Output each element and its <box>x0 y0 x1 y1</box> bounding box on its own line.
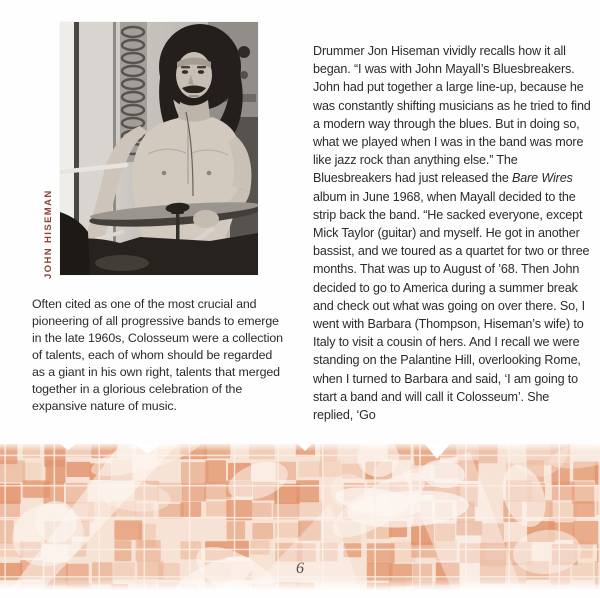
main-paragraph <box>313 42 591 424</box>
photo-jon-hiseman <box>60 22 258 275</box>
album-title: Bare Wires <box>512 171 573 186</box>
main-paragraph-start: Drummer Jon Hiseman vividly recalls how it all began. “I was with John Mayall’s Bluesbreakers. John had put together a large line-up, because he was constantly shifting musicians as he tried to find a modern way through the blues. But in doing so, what we played when I was in the band was more like jazz rock than anything else.” The Bluesbreakers had just released the <box>313 44 591 186</box>
main-paragraph-end: album in June 1968, when Mayall decided to the strip back the band. “He sacked everyone, except Mick Taylor (guitar) and myself. He got in another bassist, and we toured as a quartet for two or three months. That was up to August of ’68. Then John decided to go to America during a summer break and check out what was going on over there. So, I went with Barbara (Thompson, Hiseman’s wife) to Italy to visit a cousin of hers. And I recall we were standing on the Palantine Hill, overlooking Rome, when I turned to Barbara and said, ‘I am going to start a band and will call it Colosseum’. She replied, ‘Go <box>313 189 590 423</box>
intro-paragraph: Often cited as one of the most crucial and pioneering of all progressive bands to emerge in the late 1960s, Colosseum were a collection of talents, each of whom should be regarded as a giant in his own right, talents that merged together in a glorious celebration of the expansive nature of music. <box>32 297 283 413</box>
page-number: 6 <box>296 560 304 577</box>
drummer-photo-illustration <box>60 22 258 275</box>
photo-caption: JOHN HISEMAN <box>43 189 54 279</box>
